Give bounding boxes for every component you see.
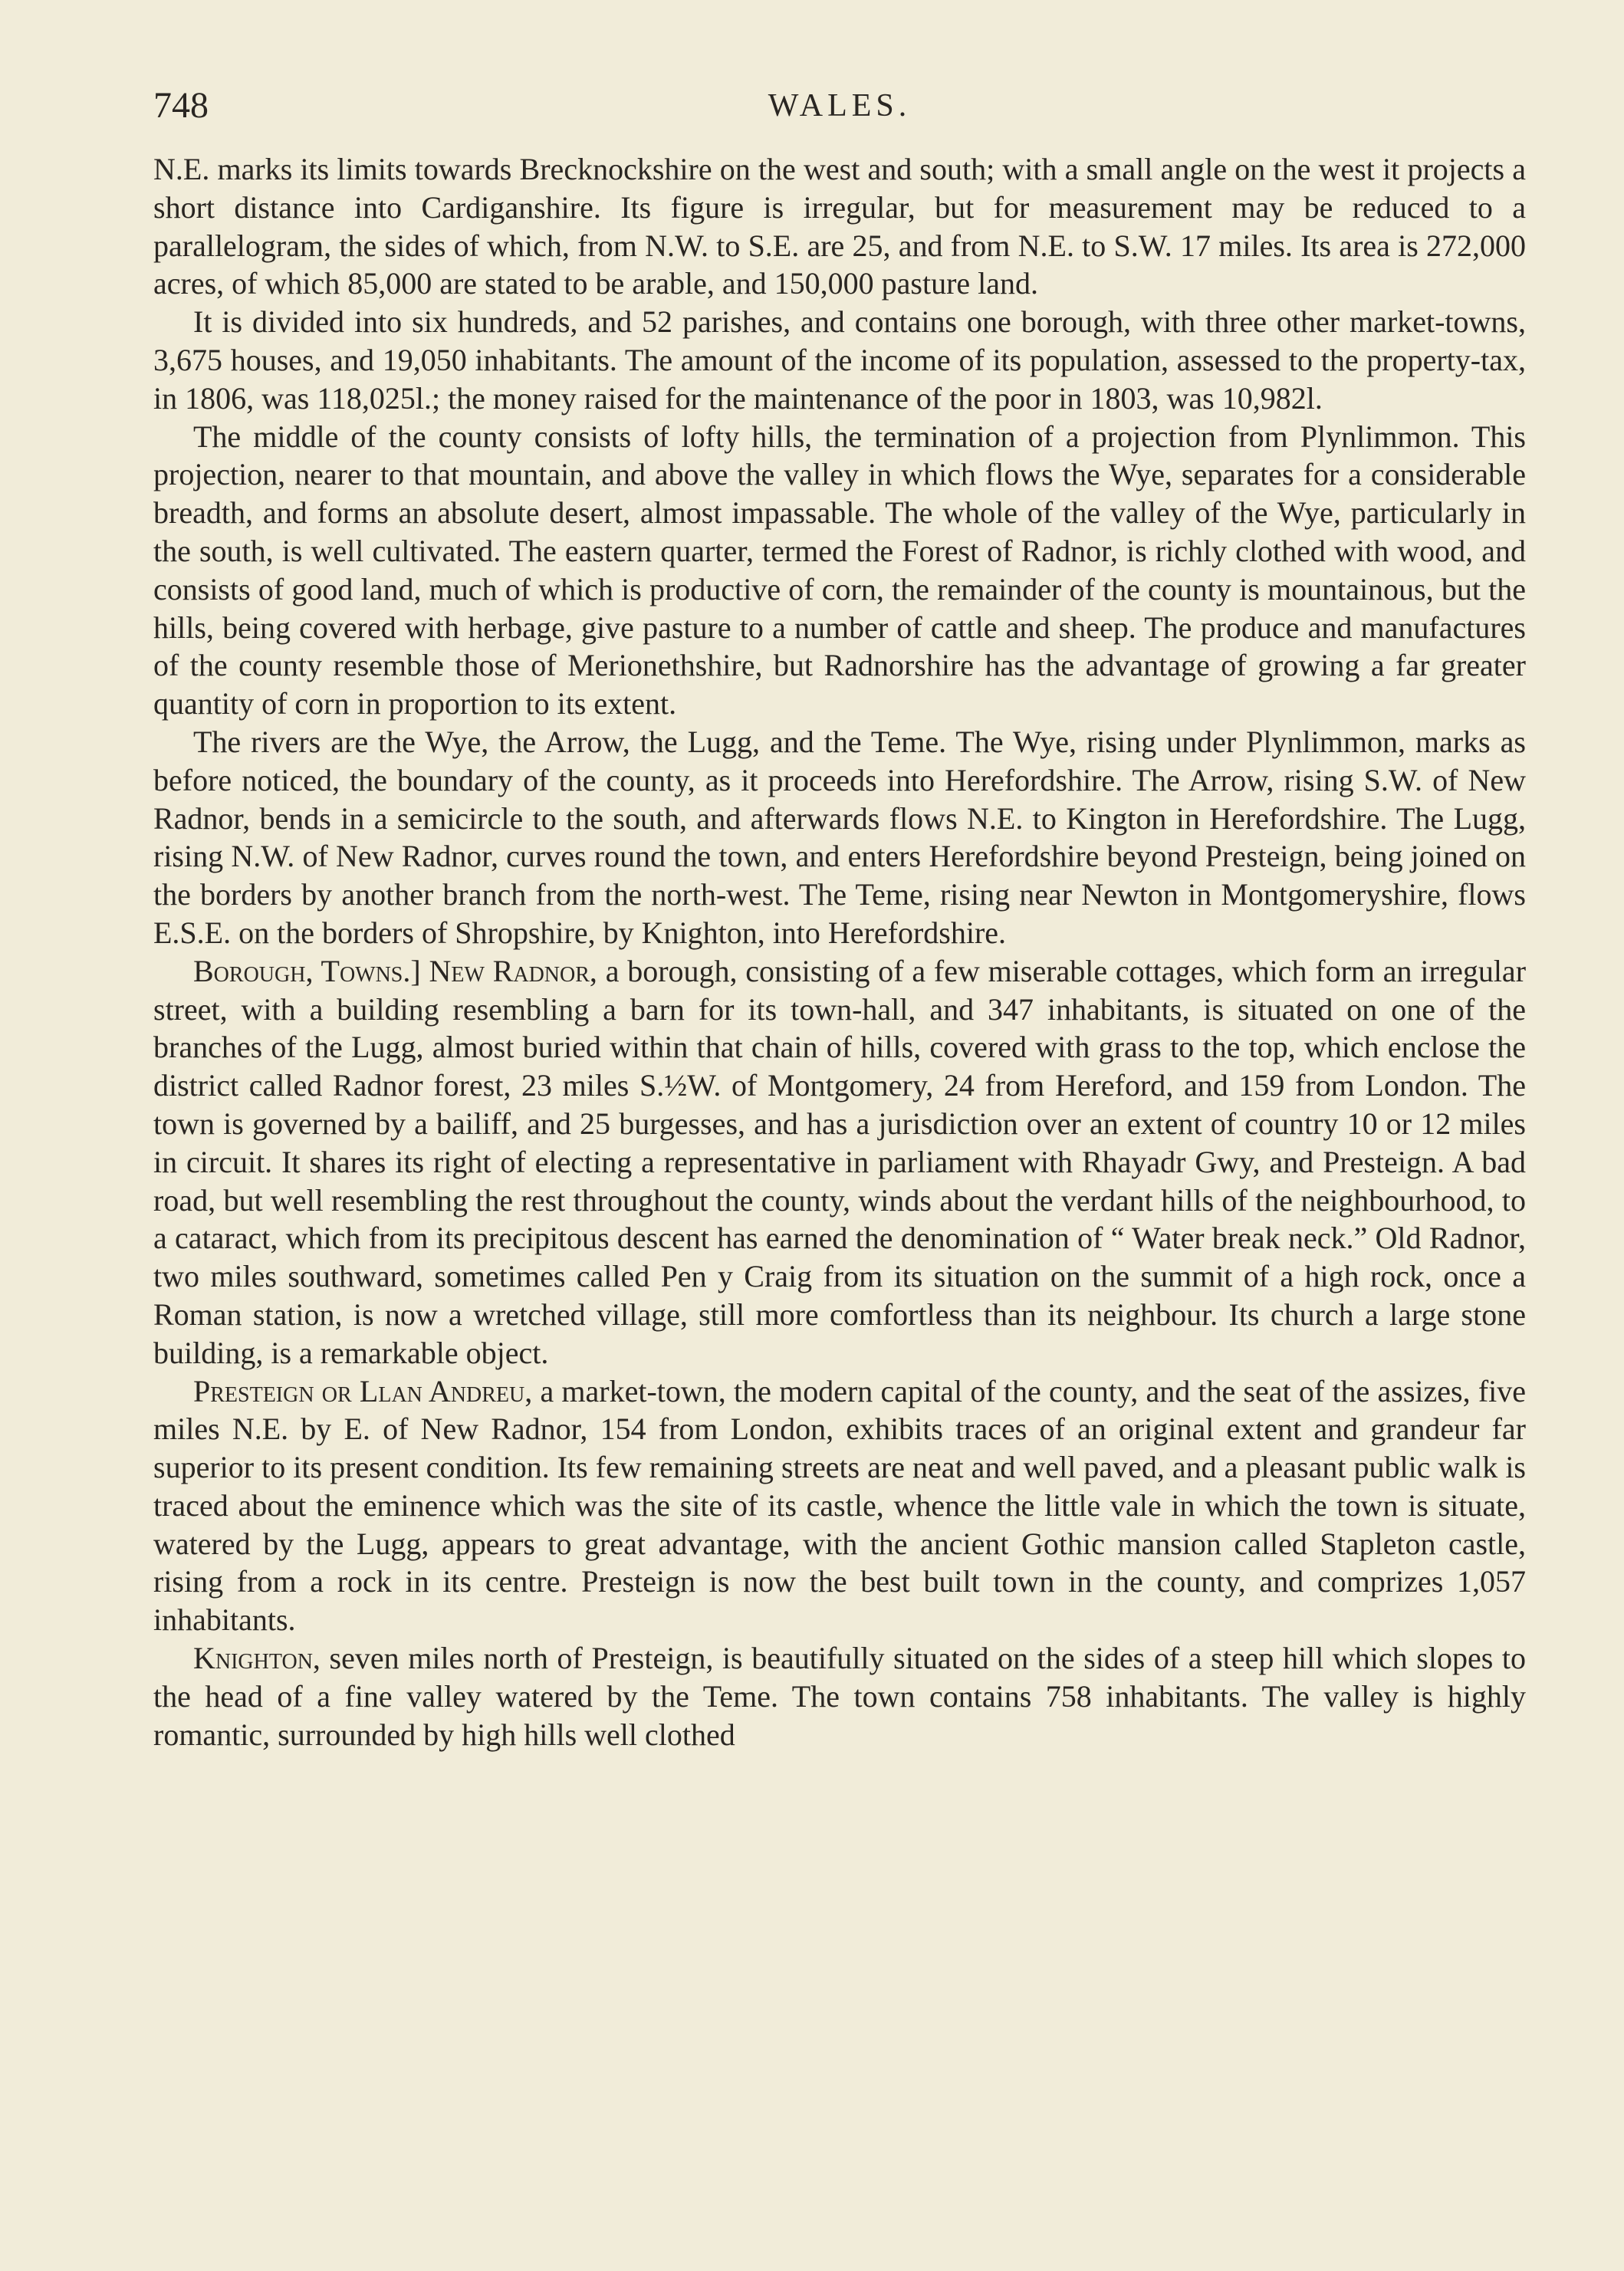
page-number: 748 [153, 85, 209, 126]
section-lead: Borough, Towns.] [193, 953, 421, 988]
paragraph-5: Borough, Towns.] New Radnor, a borough, consisting of a few miserable cottages, which form an irregular street, with a building resembling a barn for its town-hall, and 347 inhabitants, is situated on one of the branches of the Lugg, almost buried within that chain of hills, covered with grass to the top, which enclose the district called Radnor forest, 23 miles S.½W. of Montgomery, 24 from Hereford, and 159 from London. The town is governed by a bailiff, and 25 burgesses, and has a jurisdiction over an extent of country 10 or 12 miles in circuit. It shares its right of electing a representative in parliament with Rhayadr Gwy, and Presteign. A bad road, but well resembling the rest throughout the county, winds about the verdant hills of the neighbourhood, to a cataract, which from its precipitous descent has earned the denomination of “ Water break neck.” Old Radnor, two miles southward, sometimes called Pen y Craig from its situation on the summit of a high rock, once a Roman station, is now a wretched village, still more comfortless than its neighbour. Its church a large stone building, is a remarkable object. [153, 953, 1527, 1370]
place-name: Knighton [193, 1641, 313, 1676]
paragraph-2: It is divided into six hundreds, and 52 parishes, and contains one borough, with three other market-towns, 3,675 houses, and 19,050 inhabitants. The amount of the income of its population, assessed to the property-tax, in 1806, was 118,025l.; the money raised for the maintenance of the poor in 1803, was 10,982l. [153, 304, 1526, 416]
paragraph-6: Presteign or Llan Andreu, a market-town, the modern capital of the county, and the seat of the assizes, five miles N.E. by E. of New Radnor, 154 from London, exhibits traces of an original extent and grandeur far superior to its present condition. Its few remaining streets are neat and well paved, and a pleasant public walk is traced about the eminence which was the site of its castle, whence the little vale in which the town is situate, watered by the Lugg, appears to great advantage, with the ancient Gothic mansion called Stapleton castle, rising from a rock in its centre. Presteign is now the best built town in the county, and comprizes 1,057 inhabitants. [153, 1373, 1527, 1638]
place-name: New Radnor [429, 953, 590, 988]
page-header [153, 84, 1526, 130]
body-text [153, 150, 1526, 1753]
paragraph-3: The middle of the county consists of lofty hills, the termination of a projection from Plynlimmon. This projection, nearer to that mountain, and above the valley in which flows the Wye, separates for a considerable breadth, and forms an absolute desert, almost impassable. The whole of the valley of the Wye, particularly in the south, is well cultivated. The eastern quarter, termed the Forest of Radnor, is richly clothed with wood, and consists of good land, much of which is productive of corn, the remainder of the county is mountainous, but the hills, being covered with herbage, give pasture to a number of cattle and sheep. The produce and manufactures of the county resemble those of Merionethshire, but Radnorshire has the advantage of growing a far greater quantity of corn in proportion to its extent. [153, 419, 1526, 721]
place-name: Presteign or Llan Andreu [193, 1373, 525, 1408]
running-head: WALES. [768, 88, 912, 123]
paragraph-1: N.E. marks its limits towards Brecknockshire on the west and south; with a small angle on the west it projects a short distance into Cardiganshire. Its figure is irregular, but for measurement may be reduced to a parallelogram, the sides of which, from N.W. to S.E. are 25, and from N.E. to S.W. 17 miles. Its area is 272,000 acres, of which 85,000 are stated to be arable, and 150,000 pasture land. [153, 152, 1526, 301]
paragraph-4: The rivers are the Wye, the Arrow, the Lugg, and the Teme. The Wye, rising under Plynlimmon, marks as before noticed, the boundary of the county, as it proceeds into Herefordshire. The Arrow, rising S.W. of New Radnor, bends in a semicircle to the south, and afterwards flows N.E. to Kington in Herefordshire. The Lugg, rising N.W. of New Radnor, curves round the town, and enters Herefordshire beyond Presteign, being joined on the borders by another branch from the north-west. The Teme, rising near Newton in Montgomeryshire, flows E.S.E. on the borders of Shropshire, by Knighton, into Herefordshire. [153, 724, 1526, 950]
paragraph-7: Knighton, seven miles north of Presteign, is beautifully situated on the sides of a steep hill which slopes to the head of a fine valley watered by the Teme. The town contains 758 inhabitants. The valley is highly romantic, surrounded by high hills well clothed [153, 1641, 1526, 1752]
